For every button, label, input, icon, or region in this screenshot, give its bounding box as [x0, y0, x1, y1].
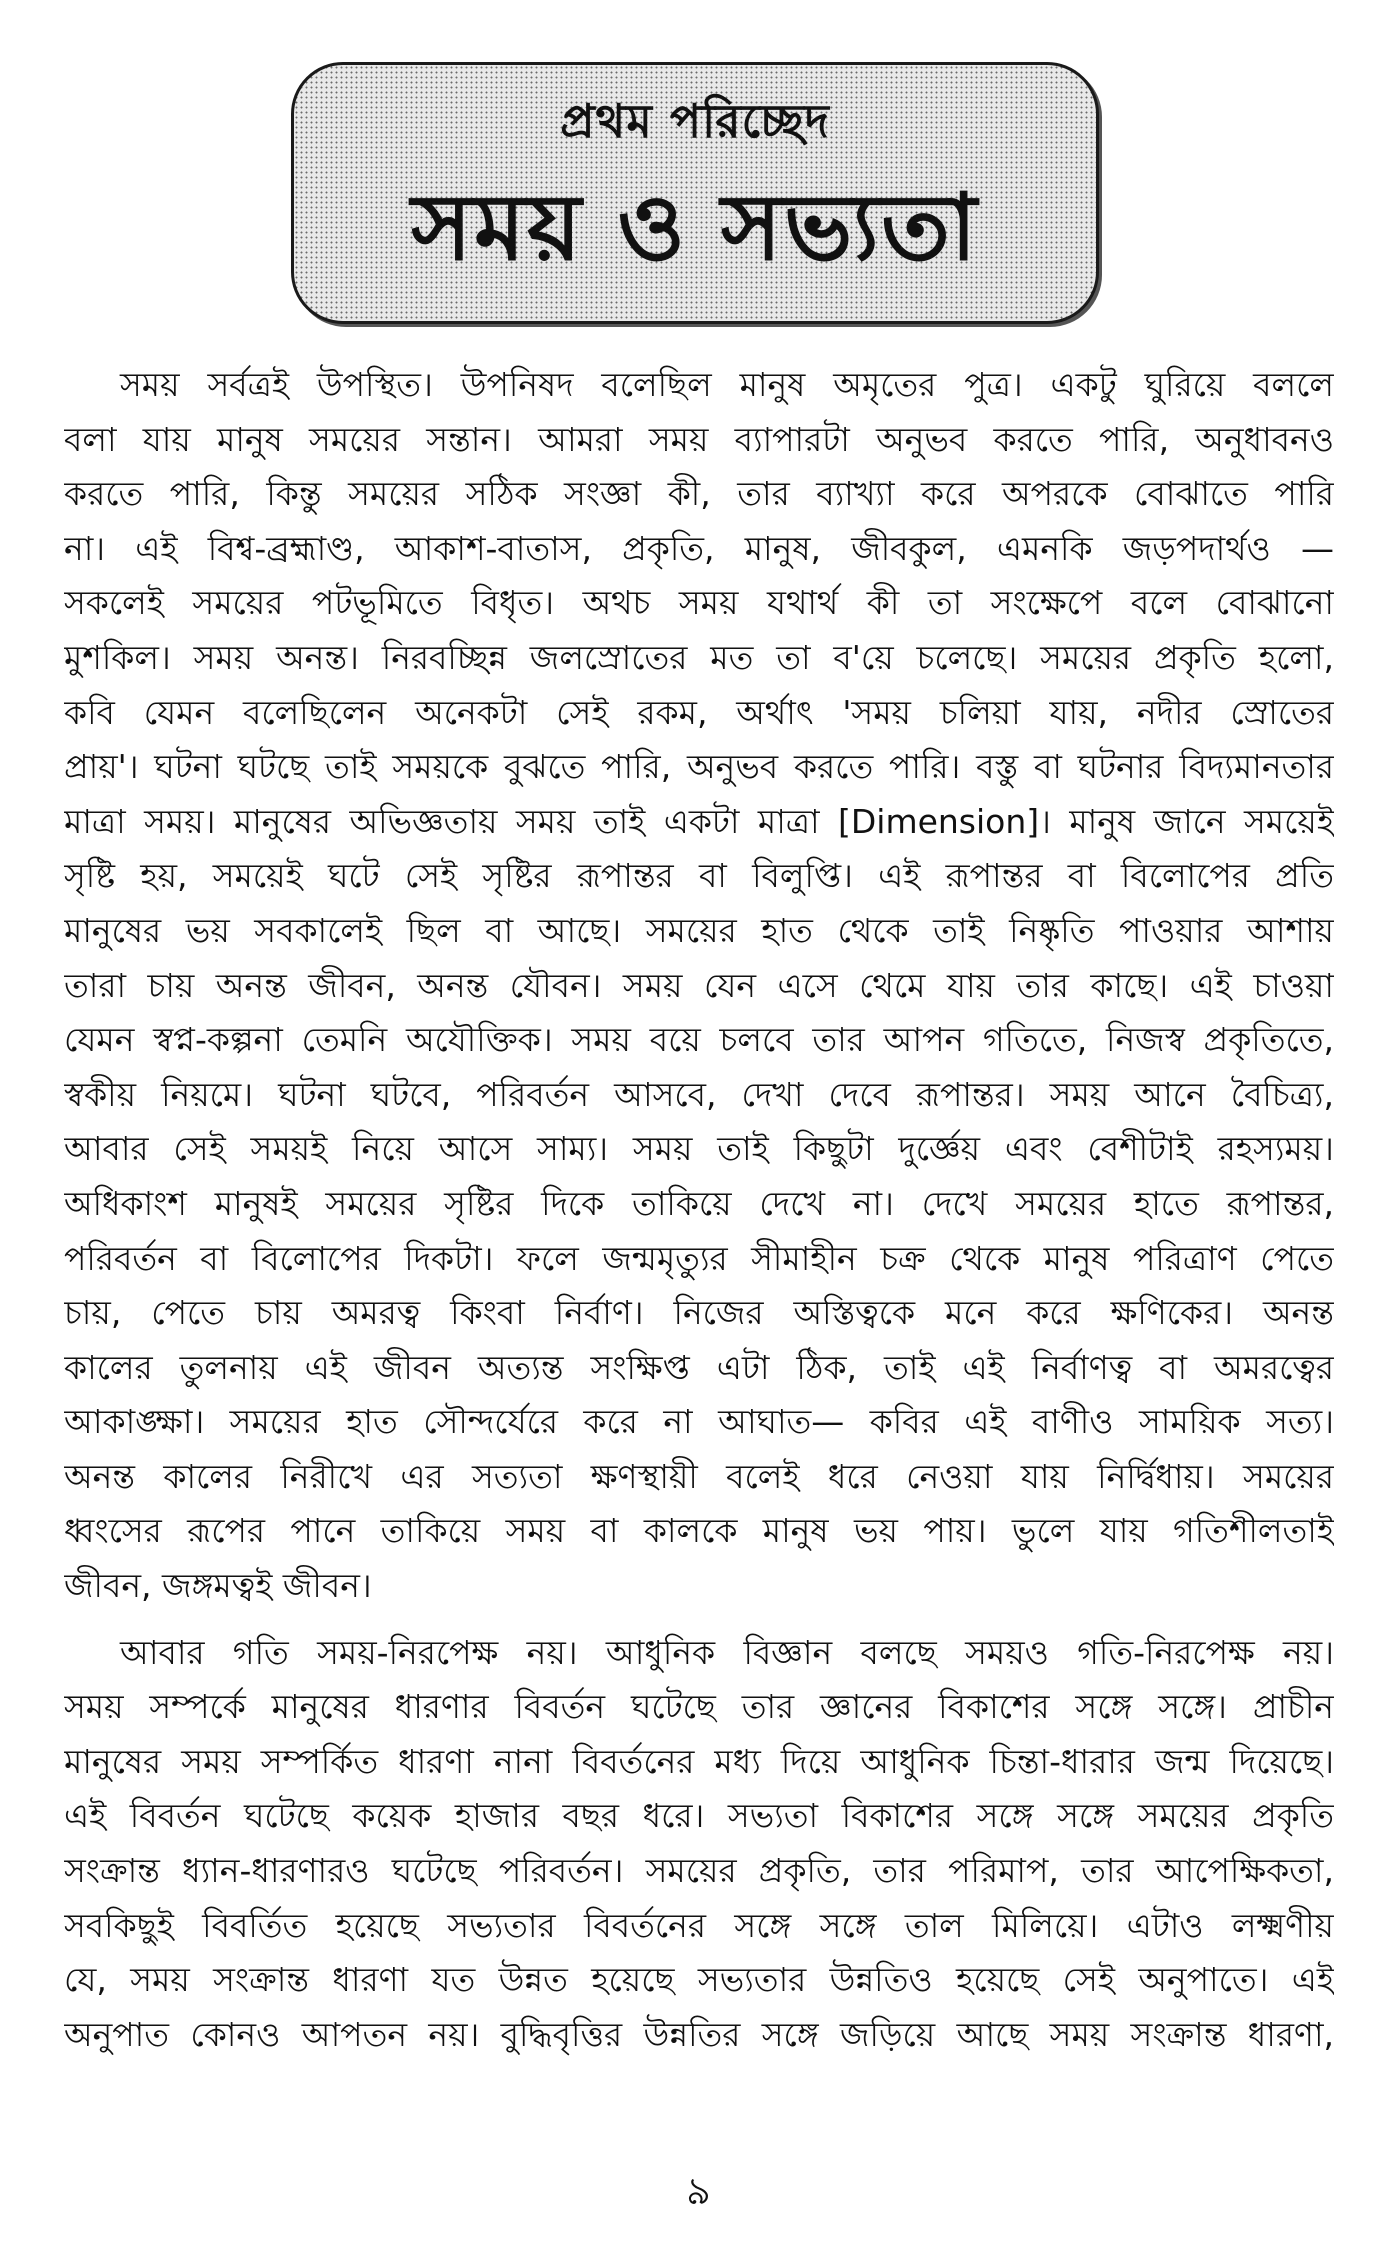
- text-line: তারা চায় অনন্ত জীবন, অনন্ত যৌবন। সময় যেন এসে থেমে যায় তার কাছে। এই চাওয়া: [64, 965, 1334, 1005]
- text-line: সময় সম্পর্কে মানুষের ধারণার বিবর্তন ঘটেছে তার জ্ঞানের বিকাশের সঙ্গে সঙ্গে। প্রাচীন: [64, 1687, 1334, 1727]
- text-line: জীবন, জঙ্গমত্বই জীবন।: [64, 1566, 372, 1606]
- text-line: যেমন স্বপ্ন-কল্পনা তেমনি অযৌক্তিক। সময় বয়ে চলবে তার আপন গতিতে, নিজস্ব প্রকৃতিতে,: [64, 1020, 1334, 1060]
- text-line: অনন্ত কালের নিরীখে এর সত্যতা ক্ষণস্থায়ী বলেই ধরে নেওয়া যায় নির্দ্বিধায়। সময়ের: [64, 1456, 1334, 1496]
- text-line: অধিকাংশ মানুষই সময়ের সৃষ্টির দিকে তাকিয়ে দেখে না। দেখে সময়ের হাতে রূপান্তর,: [64, 1183, 1334, 1223]
- text-line: মাত্রা সময়। মানুষের অভিজ্ঞতায় সময় তাই একটা মাত্রা [Dimension]। মানুষ জানে সময়েই: [64, 801, 1334, 841]
- text-line: আবার গতি সময়-নিরপেক্ষ নয়। আধুনিক বিজ্ঞান বলছে সময়ও গতি-নিরপেক্ষ নয়।: [120, 1632, 1334, 1672]
- chapter-heading-box: [291, 62, 1099, 324]
- body-text: [64, 358, 1334, 2062]
- text-line: বলা যায় মানুষ সময়ের সন্তান। আমরা সময় ব্যাপারটা অনুভব করতে পারি, অনুধাবনও: [64, 419, 1334, 459]
- text-line: স্বকীয় নিয়মে। ঘটনা ঘটবে, পরিবর্তন আসবে, দেখা দেবে রূপান্তর। সময় আনে বৈচিত্র্য,: [64, 1074, 1334, 1114]
- text-line: না। এই বিশ্ব-ব্রহ্মাণ্ড, আকাশ-বাতাস, প্রকৃতি, মানুষ, জীবকুল, এমনকি জড়পদার্থও —: [64, 528, 1334, 568]
- text-line: আকাঙ্ক্ষা। সময়ের হাত সৌন্দর্যেরে করে না আঘাত— কবির এই বাণীও সাময়িক সত্য।: [64, 1402, 1334, 1442]
- text-line: কবি যেমন বলেছিলেন অনেকটা সেই রকম, অর্থাৎ 'সময় চলিয়া যায়, নদীর স্রোতের: [64, 692, 1334, 732]
- text-line: মানুষের সময় সম্পর্কিত ধারণা নানা বিবর্তনের মধ্য দিয়ে আধুনিক চিন্তা-ধারার জন্ম দিয়েছে।: [64, 1741, 1334, 1781]
- text-line: আবার সেই সময়ই নিয়ে আসে সাম্য। সময় তাই কিছুটা দুর্জ্ঞেয় এবং বেশীটাই রহস্যময়।: [64, 1129, 1334, 1169]
- paragraph-1: [64, 358, 1334, 1614]
- text-line: করতে পারি, কিন্তু সময়ের সঠিক সংজ্ঞা কী, তার ব্যাখ্যা করে অপরকে বোঝাতে পারি: [64, 474, 1334, 514]
- paragraph-2: [64, 1626, 1334, 2063]
- text-line: কালের তুলনায় এই জীবন অত্যন্ত সংক্ষিপ্ত এটা ঠিক, তাই এই নির্বাণত্ব বা অমরত্বের: [64, 1347, 1334, 1387]
- text-line: এই বিবর্তন ঘটেছে কয়েক হাজার বছর ধরে। সভ্যতা বিকাশের সঙ্গে সঙ্গে সময়ের প্রকৃতি: [64, 1796, 1334, 1836]
- text-line: প্রায়'। ঘটনা ঘটছে তাই সময়কে বুঝতে পারি, অনুভব করতে পারি। বস্তু বা ঘটনার বিদ্যমানতার: [64, 747, 1334, 787]
- text-line: মুশকিল। সময় অনন্ত। নিরবচ্ছিন্ন জলস্রোতের মত তা ব'য়ে চলেছে। সময়ের প্রকৃতি হলো,: [64, 637, 1334, 677]
- text-line: সৃষ্টি হয়, সময়েই ঘটে সেই সৃষ্টির রূপান্তর বা বিলুপ্তি। এই রূপান্তর বা বিলোপের প্রতি: [64, 856, 1334, 896]
- text-line: যে, সময় সংক্রান্ত ধারণা যত উন্নত হয়েছে সভ্যতার উন্নতিও হয়েছে সেই অনুপাতে। এই: [64, 1960, 1334, 2000]
- text-line: মানুষের ভয় সবকালেই ছিল বা আছে। সময়ের হাত থেকে তাই নিষ্কৃতি পাওয়ার আশায়: [64, 910, 1334, 950]
- chapter-label: প্রথম পরিচ্ছেদ: [560, 94, 830, 148]
- text-line: ধ্বংসের রূপের পানে তাকিয়ে সময় বা কালকে মানুষ ভয় পায়। ভুলে যায় গতিশীলতাই: [64, 1511, 1334, 1551]
- page-number: ৯: [686, 2169, 711, 2213]
- text-line: পরিবর্তন বা বিলোপের দিকটা। ফলে জন্মমৃত্যুর সীমাহীন চক্র থেকে মানুষ পরিত্রাণ পেতে: [64, 1238, 1334, 1278]
- text-line: সংক্রান্ত ধ্যান-ধারণারও ঘটেছে পরিবর্তন। সময়ের প্রকৃতি, তার পরিমাপ, তার আপেক্ষিকতা,: [64, 1851, 1334, 1891]
- text-line: অনুপাত কোনও আপতন নয়। বুদ্ধিবৃত্তির উন্নতির সঙ্গে জড়িয়ে আছে সময় সংক্রান্ত ধারণা,: [64, 2014, 1334, 2054]
- chapter-title: সময় ও সভ্যতা: [411, 174, 979, 281]
- text-line: সময় সর্বত্রই উপস্থিত। উপনিষদ বলেছিল মানুষ অমৃতের পুত্র। একটু ঘুরিয়ে বললে: [120, 365, 1334, 404]
- text-line: চায়, পেতে চায় অমরত্ব কিংবা নির্বাণ। নিজের অস্তিত্বকে মনে করে ক্ষণিকের। অনন্ত: [64, 1293, 1334, 1333]
- text-line: সকলেই সময়ের পটভূমিতে বিধৃত। অথচ সময় যথার্থ কী তা সংক্ষেপে বলে বোঝানো: [64, 583, 1334, 623]
- text-line: সবকিছুই বিবর্তিত হয়েছে সভ্যতার বিবর্তনের সঙ্গে সঙ্গে তাল মিলিয়ে। এটাও লক্ষ্মণীয়: [64, 1905, 1334, 1945]
